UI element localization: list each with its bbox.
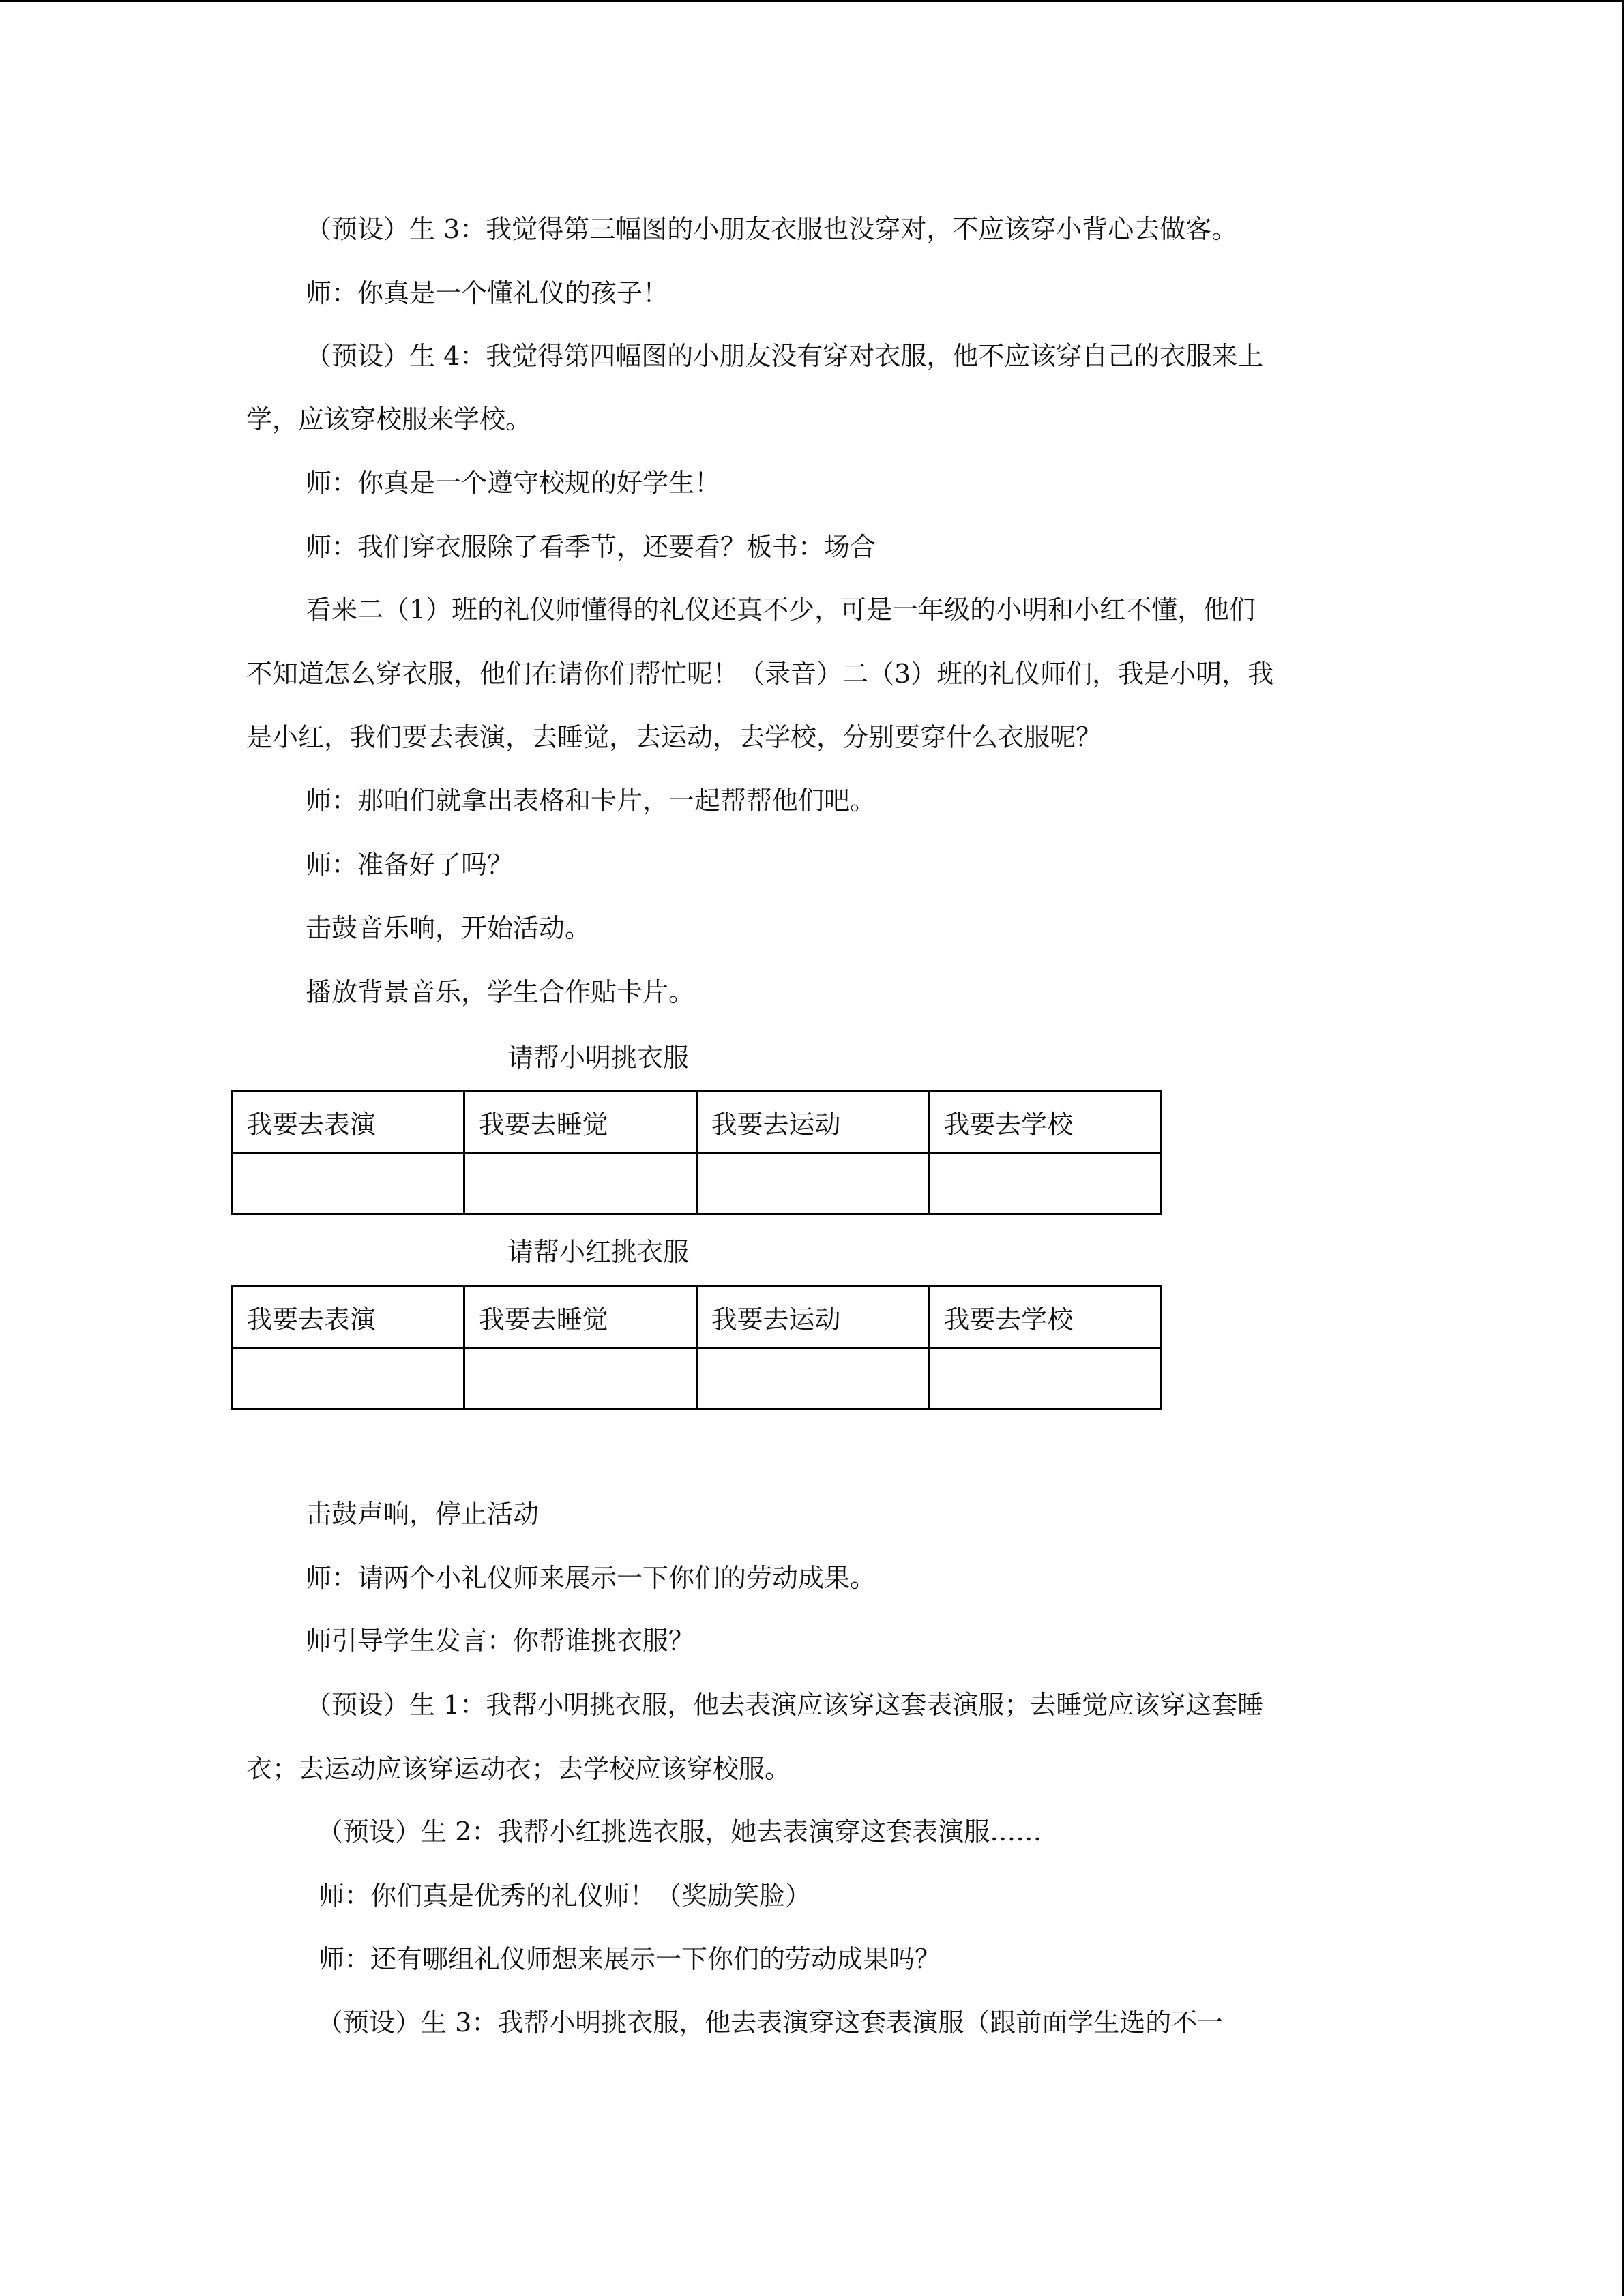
paragraph-line: 师：你们真是优秀的礼仪师！（奖励笑脸） [319, 1881, 812, 1911]
paragraph-line: 师：你真是一个遵守校规的好学生！ [306, 468, 721, 498]
table-cell [464, 1348, 696, 1410]
page-border-top [0, 0, 1624, 2]
table-caption-xiaoming: 请帮小明挑衣服 [507, 1043, 690, 1073]
paragraph-line: （预设）生 1：我帮小明挑衣服，他去表演应该穿这套表演服；去睡觉应该穿这套睡 [306, 1690, 1264, 1720]
paragraph-line: 师：还有哪组礼仪师想来展示一下你们的劳动成果吗？ [319, 1944, 941, 1974]
paragraph-line: （预设）生 4：我觉得第四幅图的小朋友没有穿对衣服，他不应该穿自己的衣服来上 [306, 341, 1264, 371]
table-header-cell: 我要去睡觉 [464, 1092, 696, 1153]
paragraph-line: 学，应该穿校服来学校。 [246, 404, 532, 434]
table-cell [232, 1348, 464, 1410]
table-cell [464, 1153, 696, 1214]
table-row [232, 1348, 1162, 1410]
paragraph-line: 不知道怎么穿衣服，他们在请你们帮忙呢！（录音）二（3）班的礼仪师们，我是小明，我 [246, 659, 1274, 689]
table-header-cell: 我要去学校 [929, 1287, 1162, 1348]
table-xiaoming [231, 1090, 1162, 1215]
paragraph-line: 师：请两个小礼仪师来展示一下你们的劳动成果。 [306, 1563, 876, 1593]
table-header-cell: 我要去运动 [696, 1092, 929, 1153]
paragraph-line: （预设）生 2：我帮小红挑选衣服，她去表演穿这套表演服…… [317, 1817, 1042, 1847]
paragraph-line: 看来二（1）班的礼仪师懂得的礼仪还真不少，可是一年级的小明和小红不懂，他们 [306, 595, 1256, 625]
table-cell [232, 1153, 464, 1214]
table-header-row [232, 1287, 1162, 1348]
paragraph-line: 师：那咱们就拿出表格和卡片，一起帮帮他们吧。 [306, 786, 876, 816]
table-cell [696, 1348, 929, 1410]
paragraph-line: 播放背景音乐，学生合作贴卡片。 [306, 977, 695, 1007]
table-cell [696, 1153, 929, 1214]
paragraph-line: 师引导学生发言：你帮谁挑衣服？ [306, 1626, 695, 1656]
table-row [232, 1153, 1162, 1214]
paragraph-line: 击鼓声响，停止活动 [306, 1499, 540, 1529]
paragraph-line: 是小红，我们要去表演，去睡觉，去运动，去学校，分别要穿什么衣服呢？ [246, 722, 1102, 752]
table-caption-xiaohong: 请帮小红挑衣服 [507, 1237, 690, 1267]
table-header-cell: 我要去运动 [696, 1287, 929, 1348]
paragraph-line: 衣；去运动应该穿运动衣；去学校应该穿校服。 [246, 1754, 791, 1784]
table-header-cell: 我要去学校 [929, 1092, 1162, 1153]
paragraph-line: （预设）生 3：我帮小明挑衣服，他去表演穿这套表演服（跟前面学生选的不一 [317, 2008, 1224, 2038]
table-header-cell: 我要去表演 [232, 1092, 464, 1153]
table-header-row [232, 1092, 1162, 1153]
paragraph-line: （预设）生 3：我觉得第三幅图的小朋友衣服也没穿对，不应该穿小背心去做客。 [306, 214, 1238, 244]
table-header-cell: 我要去表演 [232, 1287, 464, 1348]
table-cell [929, 1348, 1162, 1410]
table-cell [929, 1153, 1162, 1214]
paragraph-line: 师：你真是一个懂礼仪的孩子！ [306, 278, 669, 308]
paragraph-line: 师：准备好了吗？ [306, 850, 514, 880]
paragraph-line: 击鼓音乐响，开始活动。 [306, 913, 591, 943]
table-xiaohong [231, 1285, 1162, 1410]
table-header-cell: 我要去睡觉 [464, 1287, 696, 1348]
paragraph-line: 师：我们穿衣服除了看季节，还要看？板书：场合 [306, 532, 876, 562]
